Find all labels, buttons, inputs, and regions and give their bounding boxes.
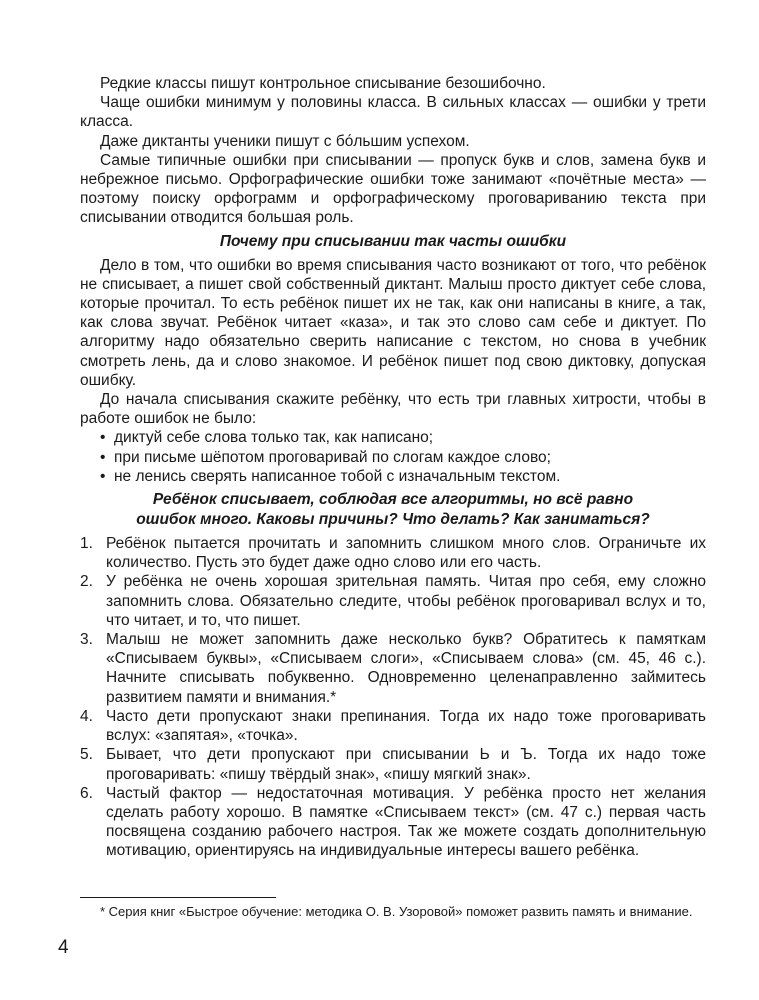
item-text: Ребёнок пытается прочитать и запомнить слишком много слов. Ограничьте их количество. Пусть это будет даже одно слово или его часть. xyxy=(106,535,706,572)
item-number: 5. xyxy=(80,746,93,764)
tips-list-item xyxy=(100,428,706,447)
tips-list-item xyxy=(100,448,706,467)
item-text: Малыш не может запомнить даже несколько букв? Обратитесь к памяткам «Списываем буквы», «Списываем слоги», «Списываем слова» (см. 45, 46 с.). Начните списывать побуквенно. Одновременно целенаправленно займитесь развитием памяти и внимания.* xyxy=(106,631,706,706)
intro-paragraph: Чаще ошибки минимум у половины класса. В сильных классах — ошибки у трети класса. xyxy=(80,94,706,131)
item-number: 2. xyxy=(80,573,93,591)
tip-text: не ленись сверять написанное тобой с изначальным текстом. xyxy=(114,467,561,485)
section-heading-causes xyxy=(80,490,706,530)
item-text: Бывает, что дети пропускают при списывании Ь и Ъ. Тогда их надо тоже проговаривать: «пишу твёрдый знак», «пишу мягкий знак». xyxy=(106,746,706,783)
intro-paragraph: Самые типичные ошибки при списывании — пропуск букв и слов, замена букв и небрежное письмо. Орфографические ошибки тоже занимают «почётные места» — поэтому поиску орфограмм и орфографическому проговариванию текста при списывании отводится большая роль. xyxy=(80,151,706,227)
tips-list xyxy=(80,428,706,486)
causes-list-item xyxy=(80,630,706,707)
item-number: 1. xyxy=(80,535,93,553)
tips-list-item xyxy=(100,467,706,486)
footnote-divider xyxy=(80,897,276,898)
page-content xyxy=(80,74,706,861)
bullet-icon: • xyxy=(100,429,106,447)
heading-line: ошибок много. Каковы причины? Что делать? Как заниматься? xyxy=(136,511,650,529)
item-text: Частый фактор — недостаточная мотивация. У ребёнка просто нет желания сделать работу хорошо. В памятке «Списываем текст» (см. 47 с.) первая часть посвящена созданию рабочего настроя. Так же можете создать дополнительную мотивацию, ориентируясь на индивидуальные интересы вашего ребёнка. xyxy=(106,784,706,860)
bullet-icon: • xyxy=(100,448,106,466)
item-text: Часто дети пропускают знаки препинания. Тогда их надо тоже проговаривать вслух: «запятая», «точка». xyxy=(106,707,706,745)
causes-list xyxy=(80,534,706,860)
item-number: 6. xyxy=(80,784,93,802)
item-number: 4. xyxy=(80,707,93,725)
causes-list-item xyxy=(80,707,706,745)
intro-paragraph: Редкие классы пишут контрольное списывание безошибочно. xyxy=(100,75,546,92)
intro-paragraph: Даже диктанты ученики пишут с бо́льшим успехом. xyxy=(100,132,470,150)
item-text: У ребёнка не очень хорошая зрительная память. Читая про себя, ему сложно запомнить слова. Обязательно следите, чтобы ребёнок проговаривал вслух и то, что читает, и то, что пишет. xyxy=(106,573,706,629)
causes-list-item xyxy=(80,784,706,861)
tip-text: при письме шёпотом проговаривай по слогам каждое слово; xyxy=(114,448,551,466)
section-paragraph: До начала списывания скажите ребёнку, что есть три главных хитрости, чтобы в работе ошибок не было: xyxy=(80,391,706,428)
section-heading-why-errors: Почему при списывании так часты ошибки xyxy=(219,232,567,250)
causes-list-item xyxy=(80,534,706,572)
section-paragraph: Дело в том, что ошибки во время списывания часто возникают от того, что ребёнок не списывает, а пишет свой собственный диктант. Малыш просто диктует себе слова, которые прочитал. То есть ребёнок пишет их не так, как они написаны в книге, а так, как слова звучат. Ребёнок читает «каза», и так это слово сам себе и диктует. По алгоритму надо обязательно сверить написание с текстом, но снова в учебник смотреть лень, да и слово знакомое. И ребёнок пишет под свою диктовку, допуская ошибку. xyxy=(80,256,706,389)
footnote: * Серия книг «Быстрое обучение: методика О. В. Узоровой» поможет развить память и внимание. xyxy=(100,904,693,919)
causes-list-item xyxy=(80,745,706,783)
heading-line: Ребёнок списывает, соблюдая все алгоритмы, но всё равно xyxy=(152,491,634,509)
causes-list-item xyxy=(80,572,706,630)
tip-text: диктуй себе слова только так, как написано; xyxy=(114,429,434,447)
bullet-icon: • xyxy=(100,467,106,485)
page-number: 4 xyxy=(58,937,69,958)
item-number: 3. xyxy=(80,631,93,649)
